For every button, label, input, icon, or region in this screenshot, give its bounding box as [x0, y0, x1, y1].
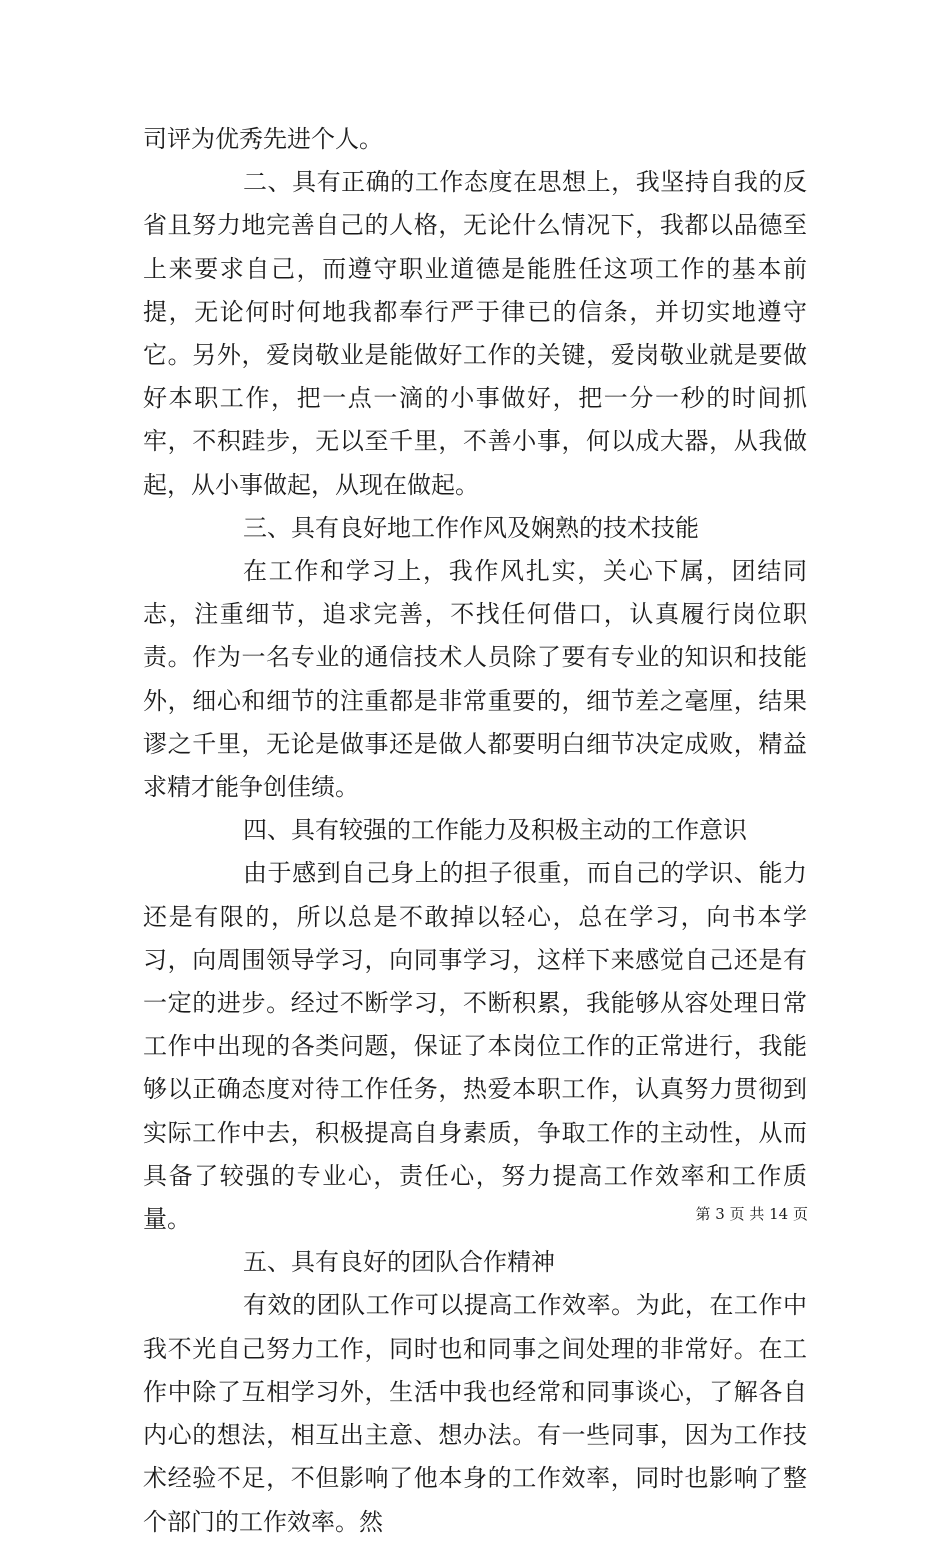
- heading-section-three: 三、具有良好地工作作风及娴熟的技术技能: [243, 513, 699, 542]
- page-number-footer: 第 3 页 共 14 页: [695, 1205, 808, 1223]
- paragraph-section-two: 二、具有正确的工作态度在思想上，我坚持自我的反省且努力地完善自己的人格，无论什么情况下，我都以品德至上来要求自己，而遵守职业道德是能胜任这项工作的基本前提，无论何时何地我都奉行严于律已的信条，并切实地遵守它。另外，爱岗敬业是能做好工作的关键，爱岗敬业就是要做好本职工作，把一点一滴的小事做好，把一分一秒的时间抓牢，不积跬步，无以至千里，不善小事，何以成大器，从我做起，从小事做起，从现在做起。: [143, 168, 807, 499]
- heading-section-five: 五、具有良好的团队合作精神: [243, 1248, 555, 1277]
- paragraph-section-five-body: 有效的团队工作可以提高工作效率。为此，在工作中我不光自己努力工作，同时也和同事之间处理的非常好。在工作中除了互相学习外，生活中我也经常和同事谈心，了解各自内心的想法，相互出主意、想办法。有一些同事，因为工作技术经验不足，不但影响了他本身的工作效率，同时也影响了整个部门的工作效率。然: [143, 1291, 807, 1536]
- paragraph-continuation: 司评为优秀先进个人。: [143, 125, 383, 153]
- heading-section-four: 四、具有较强的工作能力及积极主动的工作意识: [243, 816, 747, 845]
- document-body: [143, 118, 807, 1544]
- paragraph-section-four-body: 由于感到自己身上的担子很重，而自己的学识、能力还是有限的，所以总是不敢掉以轻心，总在学习，向书本学习，向周围领导学习，向同事学习，这样下来感觉自己还是有一定的进步。经过不断学习，不断积累，我能够从容处理日常工作中出现的各类问题，保证了本岗位工作的正常进行，我能够以正确态度对待工作任务，热爱本职工作，认真努力贯彻到实际工作中去，积极提高自身素质，争取工作的主动性，从而具备了较强的专业心，责任心，努力提高工作效率和工作质量。: [143, 859, 807, 1234]
- paragraph-section-three-body: 在工作和学习上，我作风扎实，关心下属，团结同志，注重细节，追求完善，不找任何借口，认真履行岗位职责。作为一名专业的通信技术人员除了要有专业的知识和技能外，细心和细节的注重都是非常重要的，细节差之毫厘，结果谬之千里，无论是做事还是做人都要明白细节决定成败，精益求精才能争创佳绩。: [143, 557, 807, 802]
